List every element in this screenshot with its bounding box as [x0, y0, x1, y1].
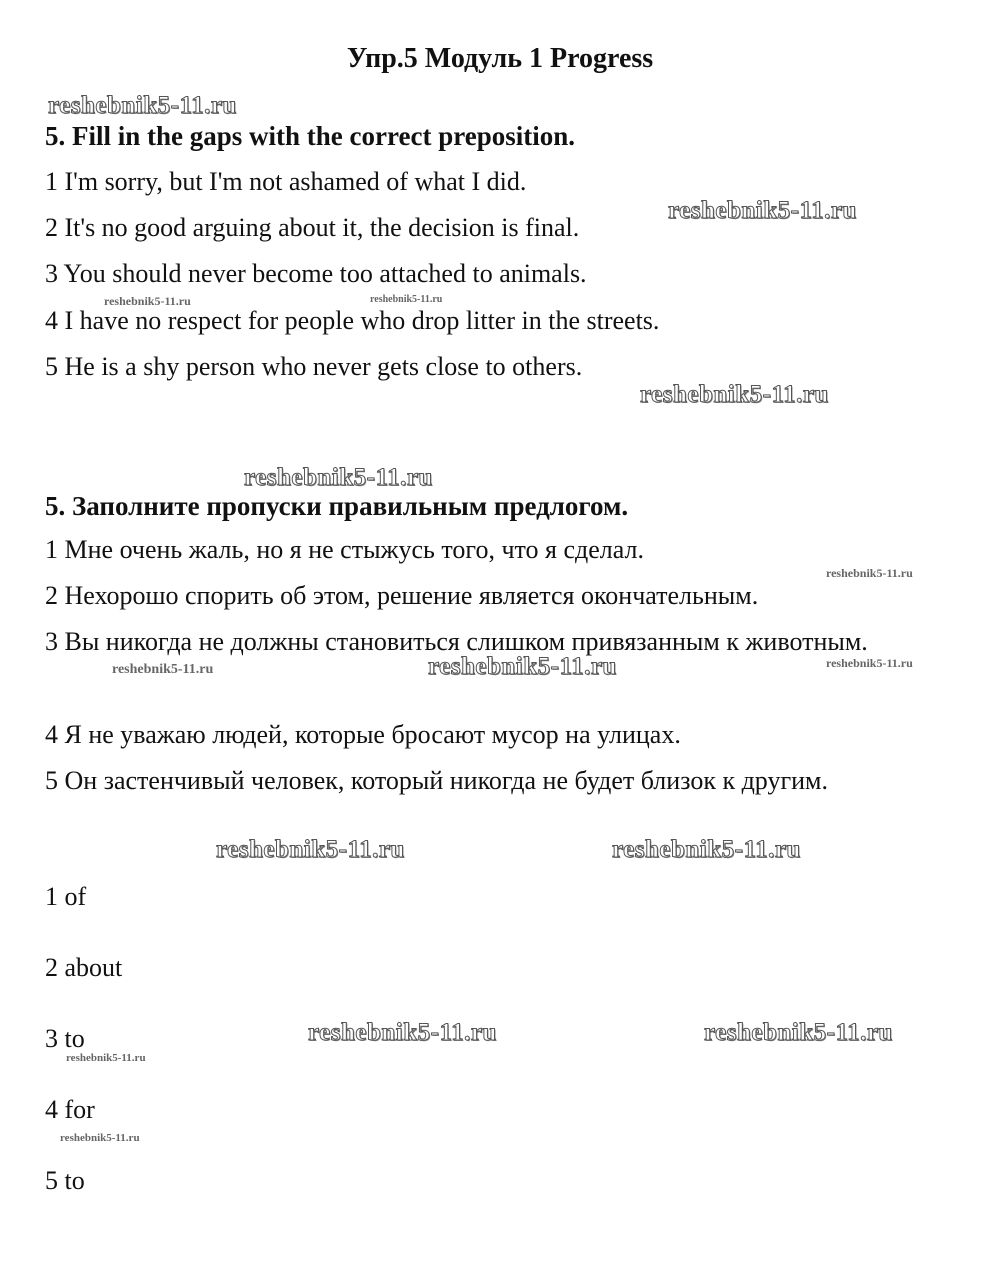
english-item-1: 1 I'm sorry, but I'm not ashamed of what I did.: [45, 167, 527, 196]
russian-item-1: 1 Мне очень жаль, но я не стыжусь того, что я сделал.: [45, 535, 645, 564]
watermark: reshebnik5-11.ru: [370, 294, 443, 305]
watermark: reshebnik5-11.ru: [60, 1132, 140, 1144]
english-item-4: 4 I have no respect for people who drop litter in the streets.: [45, 306, 660, 335]
watermark: reshebnik5-11.ru: [826, 656, 913, 670]
russian-item-2: 2 Нехорошо спорить об этом, решение является окончательным.: [45, 581, 759, 610]
answer-5: 5 to: [45, 1166, 85, 1195]
english-item-5: 5 He is a shy person who never gets close to others.: [45, 352, 583, 381]
watermark: reshebnik5-11.ru: [244, 464, 433, 491]
watermark: reshebnik5-11.ru: [640, 381, 829, 408]
watermark: reshebnik5-11.ru: [216, 836, 405, 863]
english-item-3: 3 You should never become too attached to animals.: [45, 259, 587, 288]
watermark: reshebnik5-11.ru: [112, 662, 214, 677]
watermark: reshebnik5-11.ru: [612, 836, 801, 863]
watermark: reshebnik5-11.ru: [104, 294, 191, 308]
watermark: reshebnik5-11.ru: [668, 197, 857, 224]
watermark: reshebnik5-11.ru: [704, 1019, 893, 1046]
answer-3: 3 to: [45, 1024, 85, 1053]
watermark: reshebnik5-11.ru: [428, 653, 617, 680]
russian-item-3: 3 Вы никогда не должны становиться слишком привязанным к животным.: [45, 627, 868, 656]
answer-4: 4 for: [45, 1095, 95, 1124]
watermark: reshebnik5-11.ru: [48, 92, 237, 119]
russian-heading: 5. Заполните пропуски правильным предлогом.: [45, 491, 629, 521]
russian-item-4: 4 Я не уважаю людей, которые бросают мусор на улицах.: [45, 720, 681, 749]
russian-item-5: 5 Он застенчивый человек, который никогда не будет близок к другим.: [45, 766, 828, 795]
english-item-2: 2 It's no good arguing about it, the decision is final.: [45, 213, 580, 242]
answer-2: 2 about: [45, 953, 123, 982]
page-title: Упр.5 Модуль 1 Progress: [346, 43, 654, 74]
english-heading: 5. Fill in the gaps with the correct preposition.: [45, 121, 575, 151]
answer-1: 1 of: [45, 882, 87, 911]
watermark: reshebnik5-11.ru: [308, 1019, 497, 1046]
watermark: reshebnik5-11.ru: [66, 1052, 146, 1064]
watermark: reshebnik5-11.ru: [826, 566, 913, 580]
